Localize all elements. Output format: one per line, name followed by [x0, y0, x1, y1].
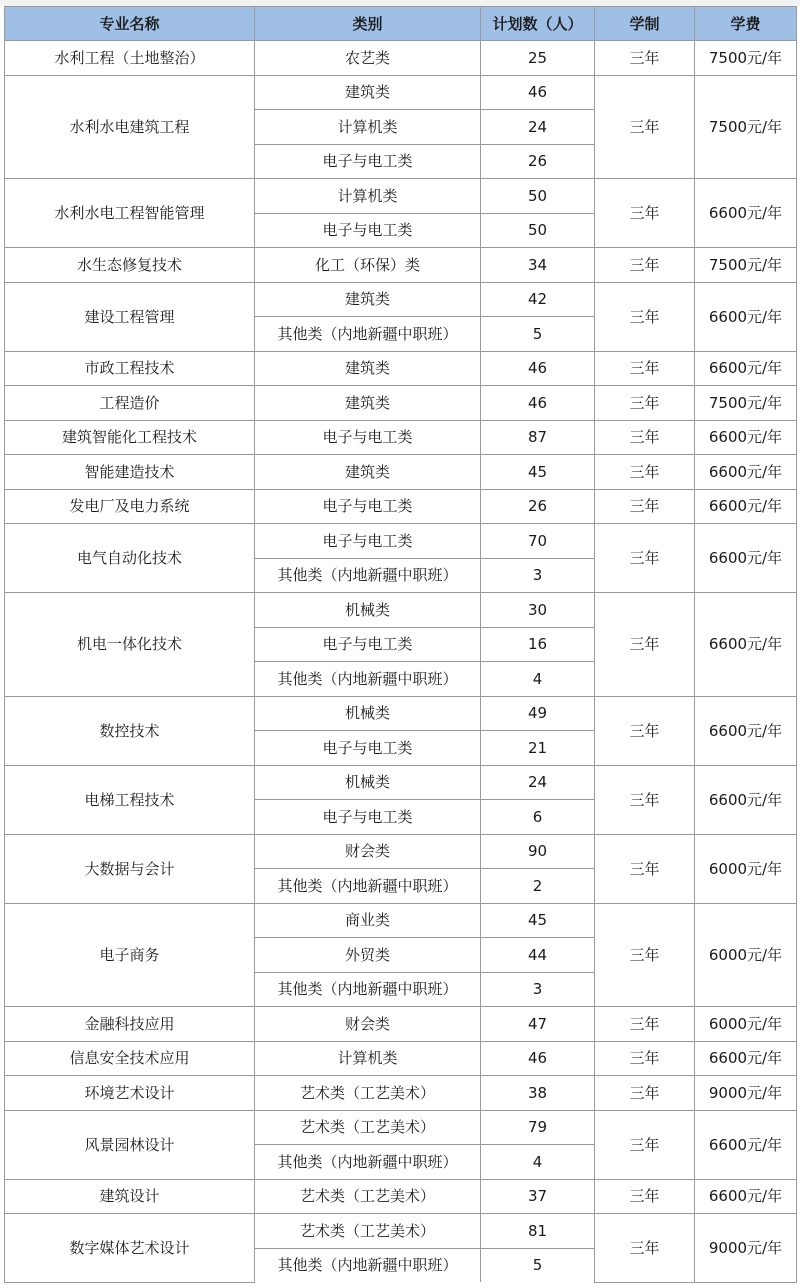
plan-count-cell: 49 [481, 696, 595, 731]
plan-count-cell: 46 [481, 1041, 595, 1076]
plan-count-cell: 6 [481, 800, 595, 835]
table-row [5, 1041, 797, 1076]
category-cell: 建筑类 [255, 386, 481, 421]
table-row [5, 1007, 797, 1042]
plan-count-cell: 26 [481, 144, 595, 179]
plan-count-cell: 34 [481, 248, 595, 283]
tuition-cell: 7500元/年 [695, 386, 797, 421]
header-duration: 学制 [595, 7, 695, 41]
tuition-cell: 6600元/年 [695, 696, 797, 765]
table-row [5, 1214, 797, 1249]
table-row [5, 765, 797, 800]
table-row [5, 524, 797, 559]
category-cell: 农艺类 [255, 41, 481, 76]
plan-count-cell: 45 [481, 903, 595, 938]
table-row [5, 903, 797, 938]
category-cell: 商业类 [255, 903, 481, 938]
major-name-cell: 机电一体化技术 [5, 593, 255, 697]
duration-cell: 三年 [595, 1214, 695, 1283]
duration-cell: 三年 [595, 420, 695, 455]
category-cell: 建筑类 [255, 351, 481, 386]
major-name-cell: 电气自动化技术 [5, 524, 255, 593]
category-cell: 财会类 [255, 834, 481, 869]
tuition-cell: 6600元/年 [695, 489, 797, 524]
category-cell: 艺术类（工艺美术） [255, 1179, 481, 1214]
enrollment-plan-table [4, 6, 797, 1283]
plan-count-cell: 24 [481, 765, 595, 800]
duration-cell: 三年 [595, 524, 695, 593]
major-name-cell: 市政工程技术 [5, 351, 255, 386]
major-name-cell: 信息安全技术应用 [5, 1041, 255, 1076]
tuition-cell: 6600元/年 [695, 351, 797, 386]
table-row [5, 593, 797, 628]
major-name-cell: 建筑设计 [5, 1179, 255, 1214]
duration-cell: 三年 [595, 75, 695, 179]
table-row [5, 248, 797, 283]
major-name-cell: 工程造价 [5, 386, 255, 421]
tuition-cell: 6600元/年 [695, 282, 797, 351]
plan-count-cell: 2 [481, 869, 595, 904]
category-cell: 其他类（内地新疆中职班） [255, 972, 481, 1007]
tuition-cell: 6600元/年 [695, 765, 797, 834]
major-name-cell: 电梯工程技术 [5, 765, 255, 834]
plan-count-cell: 50 [481, 213, 595, 248]
tuition-cell: 6600元/年 [695, 420, 797, 455]
category-cell: 建筑类 [255, 282, 481, 317]
tuition-cell: 6600元/年 [695, 179, 797, 248]
category-cell: 外贸类 [255, 938, 481, 973]
table-row [5, 351, 797, 386]
plan-count-cell: 37 [481, 1179, 595, 1214]
plan-count-cell: 79 [481, 1110, 595, 1145]
major-name-cell: 建设工程管理 [5, 282, 255, 351]
major-name-cell: 电子商务 [5, 903, 255, 1007]
duration-cell: 三年 [595, 351, 695, 386]
plan-count-cell: 38 [481, 1076, 595, 1111]
plan-count-cell: 5 [481, 317, 595, 352]
plan-count-cell: 42 [481, 282, 595, 317]
header-plan-count: 计划数（人） [481, 7, 595, 41]
category-cell: 艺术类（工艺美术） [255, 1214, 481, 1249]
table-row [5, 179, 797, 214]
tuition-cell: 9000元/年 [695, 1076, 797, 1111]
plan-count-cell: 26 [481, 489, 595, 524]
duration-cell: 三年 [595, 593, 695, 697]
duration-cell: 三年 [595, 282, 695, 351]
tuition-cell: 6600元/年 [695, 1110, 797, 1179]
duration-cell: 三年 [595, 179, 695, 248]
category-cell: 其他类（内地新疆中职班） [255, 869, 481, 904]
duration-cell: 三年 [595, 1076, 695, 1111]
major-name-cell: 水利水电建筑工程 [5, 75, 255, 179]
major-name-cell: 水利水电工程智能管理 [5, 179, 255, 248]
table-row [5, 1076, 797, 1111]
table-row [5, 75, 797, 110]
header-tuition: 学费 [695, 7, 797, 41]
plan-count-cell: 44 [481, 938, 595, 973]
duration-cell: 三年 [595, 1110, 695, 1179]
plan-count-cell: 3 [481, 558, 595, 593]
major-name-cell: 建筑智能化工程技术 [5, 420, 255, 455]
category-cell: 机械类 [255, 593, 481, 628]
major-name-cell: 数字媒体艺术设计 [5, 1214, 255, 1283]
table-row [5, 696, 797, 731]
category-cell: 电子与电工类 [255, 213, 481, 248]
category-cell: 艺术类（工艺美术） [255, 1076, 481, 1111]
plan-count-cell: 21 [481, 731, 595, 766]
duration-cell: 三年 [595, 765, 695, 834]
category-cell: 机械类 [255, 765, 481, 800]
tuition-cell: 6000元/年 [695, 834, 797, 903]
plan-count-cell: 45 [481, 455, 595, 490]
tuition-cell: 6600元/年 [695, 593, 797, 697]
category-cell: 建筑类 [255, 75, 481, 110]
plan-count-cell: 50 [481, 179, 595, 214]
category-cell: 电子与电工类 [255, 144, 481, 179]
plan-count-cell: 87 [481, 420, 595, 455]
table-row [5, 386, 797, 421]
major-name-cell: 水生态修复技术 [5, 248, 255, 283]
plan-count-cell: 4 [481, 662, 595, 697]
tuition-cell: 7500元/年 [695, 248, 797, 283]
major-name-cell: 发电厂及电力系统 [5, 489, 255, 524]
major-name-cell: 智能建造技术 [5, 455, 255, 490]
major-name-cell: 环境艺术设计 [5, 1076, 255, 1111]
plan-count-cell: 24 [481, 110, 595, 145]
category-cell: 电子与电工类 [255, 731, 481, 766]
category-cell: 计算机类 [255, 1041, 481, 1076]
category-cell: 化工（环保）类 [255, 248, 481, 283]
tuition-cell: 6000元/年 [695, 903, 797, 1007]
table-body [5, 41, 797, 1283]
table-row [5, 420, 797, 455]
header-row [5, 7, 797, 41]
duration-cell: 三年 [595, 834, 695, 903]
duration-cell: 三年 [595, 696, 695, 765]
table-row [5, 1110, 797, 1145]
category-cell: 电子与电工类 [255, 627, 481, 662]
duration-cell: 三年 [595, 248, 695, 283]
category-cell: 建筑类 [255, 455, 481, 490]
duration-cell: 三年 [595, 1179, 695, 1214]
major-name-cell: 金融科技应用 [5, 1007, 255, 1042]
category-cell: 计算机类 [255, 179, 481, 214]
plan-count-cell: 47 [481, 1007, 595, 1042]
plan-count-cell: 4 [481, 1145, 595, 1180]
duration-cell: 三年 [595, 455, 695, 490]
plan-count-cell: 25 [481, 41, 595, 76]
category-cell: 其他类（内地新疆中职班） [255, 558, 481, 593]
category-cell: 电子与电工类 [255, 420, 481, 455]
duration-cell: 三年 [595, 41, 695, 76]
category-cell: 其他类（内地新疆中职班） [255, 662, 481, 697]
tuition-cell: 6600元/年 [695, 1179, 797, 1214]
duration-cell: 三年 [595, 1007, 695, 1042]
major-name-cell: 水利工程（土地整治） [5, 41, 255, 76]
major-name-cell: 数控技术 [5, 696, 255, 765]
duration-cell: 三年 [595, 386, 695, 421]
category-cell: 机械类 [255, 696, 481, 731]
table-row [5, 41, 797, 76]
plan-count-cell: 70 [481, 524, 595, 559]
category-cell: 计算机类 [255, 110, 481, 145]
table-row [5, 489, 797, 524]
plan-count-cell: 81 [481, 1214, 595, 1249]
category-cell: 艺术类（工艺美术） [255, 1110, 481, 1145]
plan-count-cell: 5 [481, 1248, 595, 1282]
table-row [5, 282, 797, 317]
tuition-cell: 9000元/年 [695, 1214, 797, 1283]
header-category: 类别 [255, 7, 481, 41]
major-name-cell: 大数据与会计 [5, 834, 255, 903]
table-row [5, 455, 797, 490]
category-cell: 其他类（内地新疆中职班） [255, 317, 481, 352]
header-major: 专业名称 [5, 7, 255, 41]
tuition-cell: 6600元/年 [695, 524, 797, 593]
plan-count-cell: 30 [481, 593, 595, 628]
duration-cell: 三年 [595, 903, 695, 1007]
category-cell: 其他类（内地新疆中职班） [255, 1248, 481, 1282]
tuition-cell: 6600元/年 [695, 455, 797, 490]
plan-count-cell: 3 [481, 972, 595, 1007]
table-row [5, 834, 797, 869]
plan-count-cell: 16 [481, 627, 595, 662]
plan-count-cell: 46 [481, 75, 595, 110]
tuition-cell: 7500元/年 [695, 75, 797, 179]
table-row [5, 1179, 797, 1214]
category-cell: 其他类（内地新疆中职班） [255, 1145, 481, 1180]
category-cell: 财会类 [255, 1007, 481, 1042]
duration-cell: 三年 [595, 1041, 695, 1076]
plan-count-cell: 46 [481, 386, 595, 421]
tuition-cell: 7500元/年 [695, 41, 797, 76]
major-name-cell: 风景园林设计 [5, 1110, 255, 1179]
category-cell: 电子与电工类 [255, 489, 481, 524]
category-cell: 电子与电工类 [255, 800, 481, 835]
plan-count-cell: 46 [481, 351, 595, 386]
plan-count-cell: 90 [481, 834, 595, 869]
duration-cell: 三年 [595, 489, 695, 524]
tuition-cell: 6000元/年 [695, 1007, 797, 1042]
tuition-cell: 6600元/年 [695, 1041, 797, 1076]
category-cell: 电子与电工类 [255, 524, 481, 559]
